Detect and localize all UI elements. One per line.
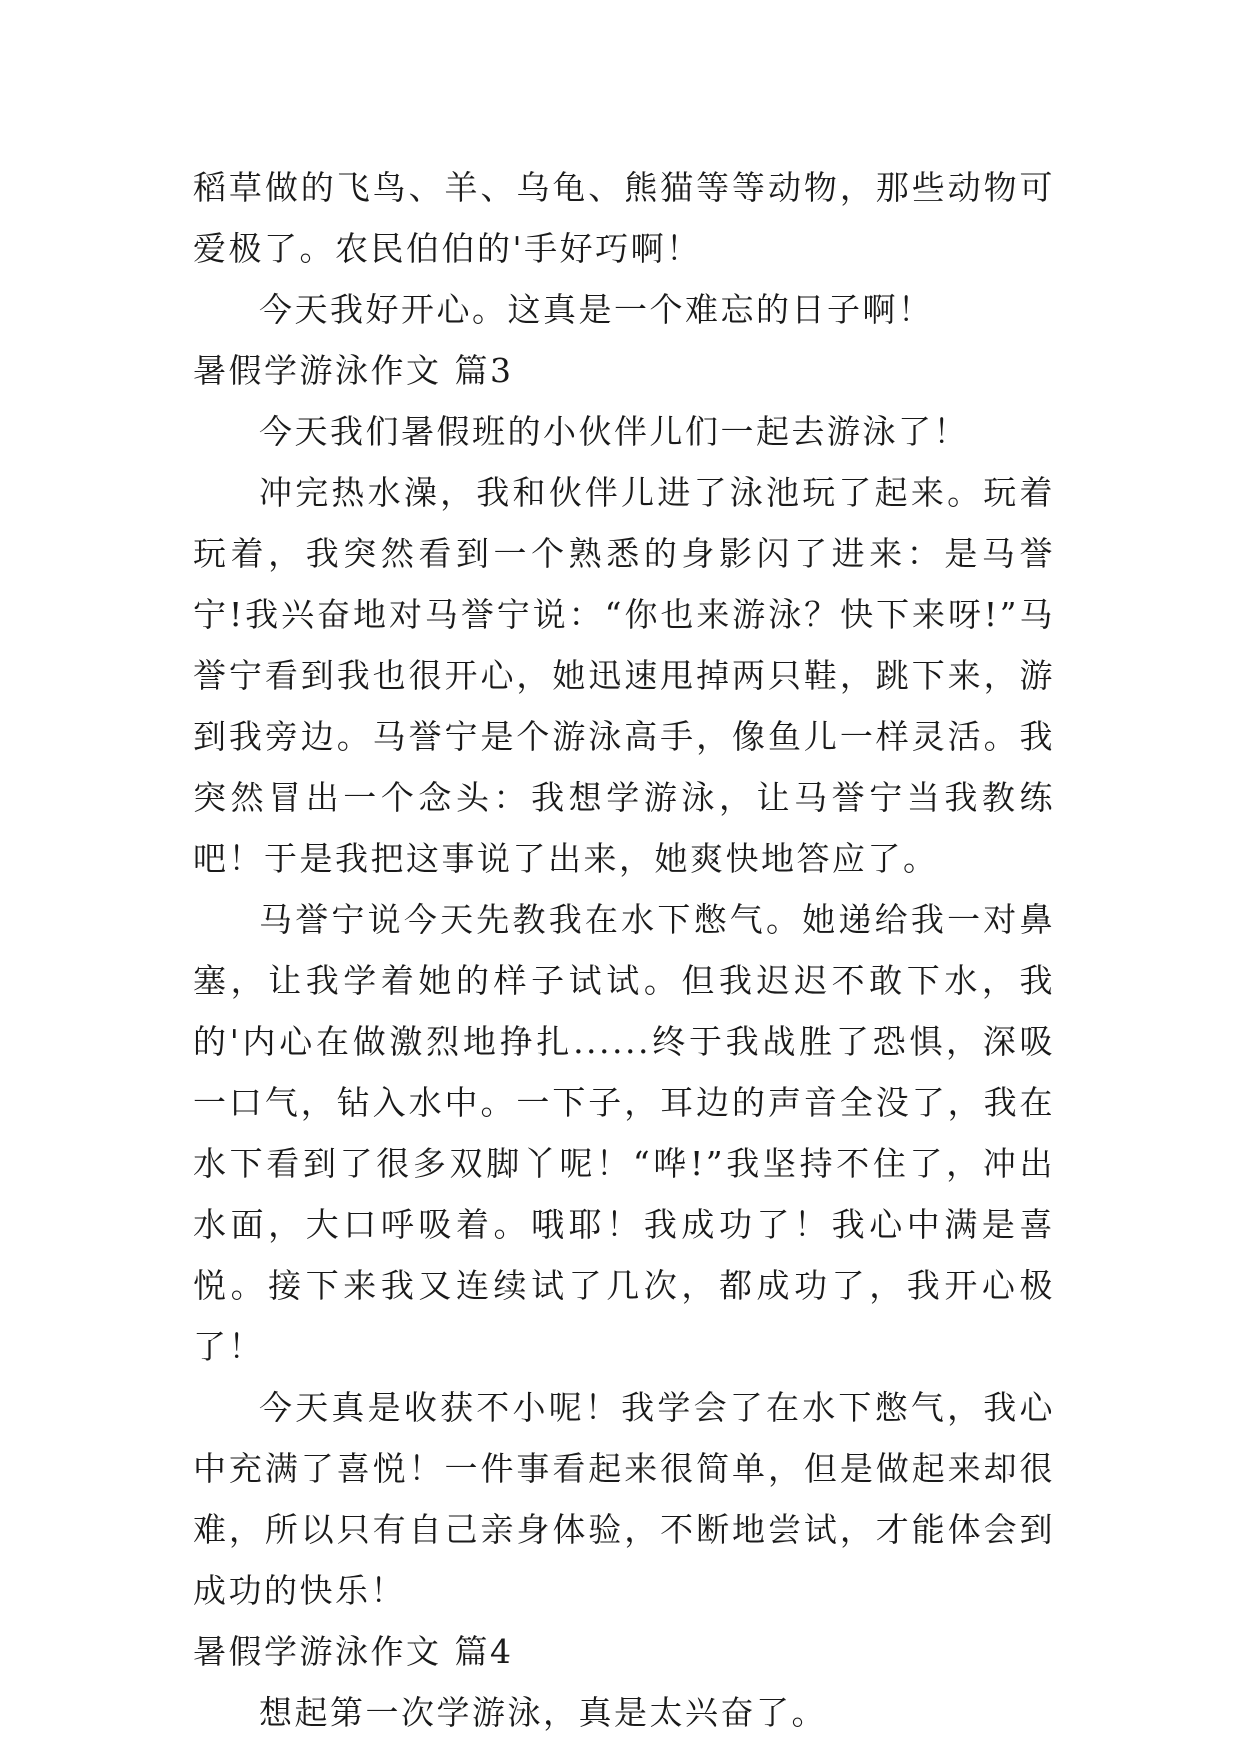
paragraph: 冲完热水澡，我和伙伴儿进了泳池玩了起来。玩着玩着，我突然看到一个熟悉的身影闪了进来：是马誉宁!我兴奋地对马誉宁说：“你也来游泳？快下来呀!”马誉宁看到我也很开心，她迅速甩掉两只鞋，跳下来，游到我旁边。马誉宁是个游泳高手，像鱼儿一样灵活。我突然冒出一个念头：我想学游泳，让马誉宁当我教练吧！于是我把这事说了出来，她爽快地答应了。 <box>193 473 1055 878</box>
paragraph: 今天我好开心。这真是一个难忘的日子啊！ <box>259 290 934 329</box>
paragraph-continuation: 稻草做的飞鸟、羊、乌龟、熊猫等等动物，那些动物可爱极了。农民伯伯的'手好巧啊！ <box>193 168 1055 268</box>
paragraph: 马誉宁说今天先教我在水下憋气。她递给我一对鼻塞，让我学着她的样子试试。但我迟迟不敢下水，我的'内心在做激烈地挣扎......终于我战胜了恐惧，深吸一口气，钻入水中。一下子，耳边的声音全没了，我在水下看到了很多双脚丫呢！“哗!”我坚持不住了，冲出水面，大口呼吸着。哦耶！我成功了！我心中满是喜悦。接下来我又连续试了几次，都成功了，我开心极了！ <box>193 900 1055 1366</box>
essay-heading: 暑假学游泳作文 篇3 <box>193 351 514 390</box>
paragraph: 今天真是收获不小呢！我学会了在水下憋气，我心中充满了喜悦！一件事看起来很简单，但是做起来却很难，所以只有自己亲身体验，不断地尝试，才能体会到成功的快乐！ <box>193 1388 1055 1610</box>
document-body <box>193 157 1055 1743</box>
paragraph: 今天我们暑假班的小伙伴儿们一起去游泳了！ <box>259 412 969 451</box>
paragraph: 想起第一次学游泳，真是太兴奋了。 <box>259 1693 827 1732</box>
essay-heading: 暑假学游泳作文 篇4 <box>193 1632 514 1671</box>
